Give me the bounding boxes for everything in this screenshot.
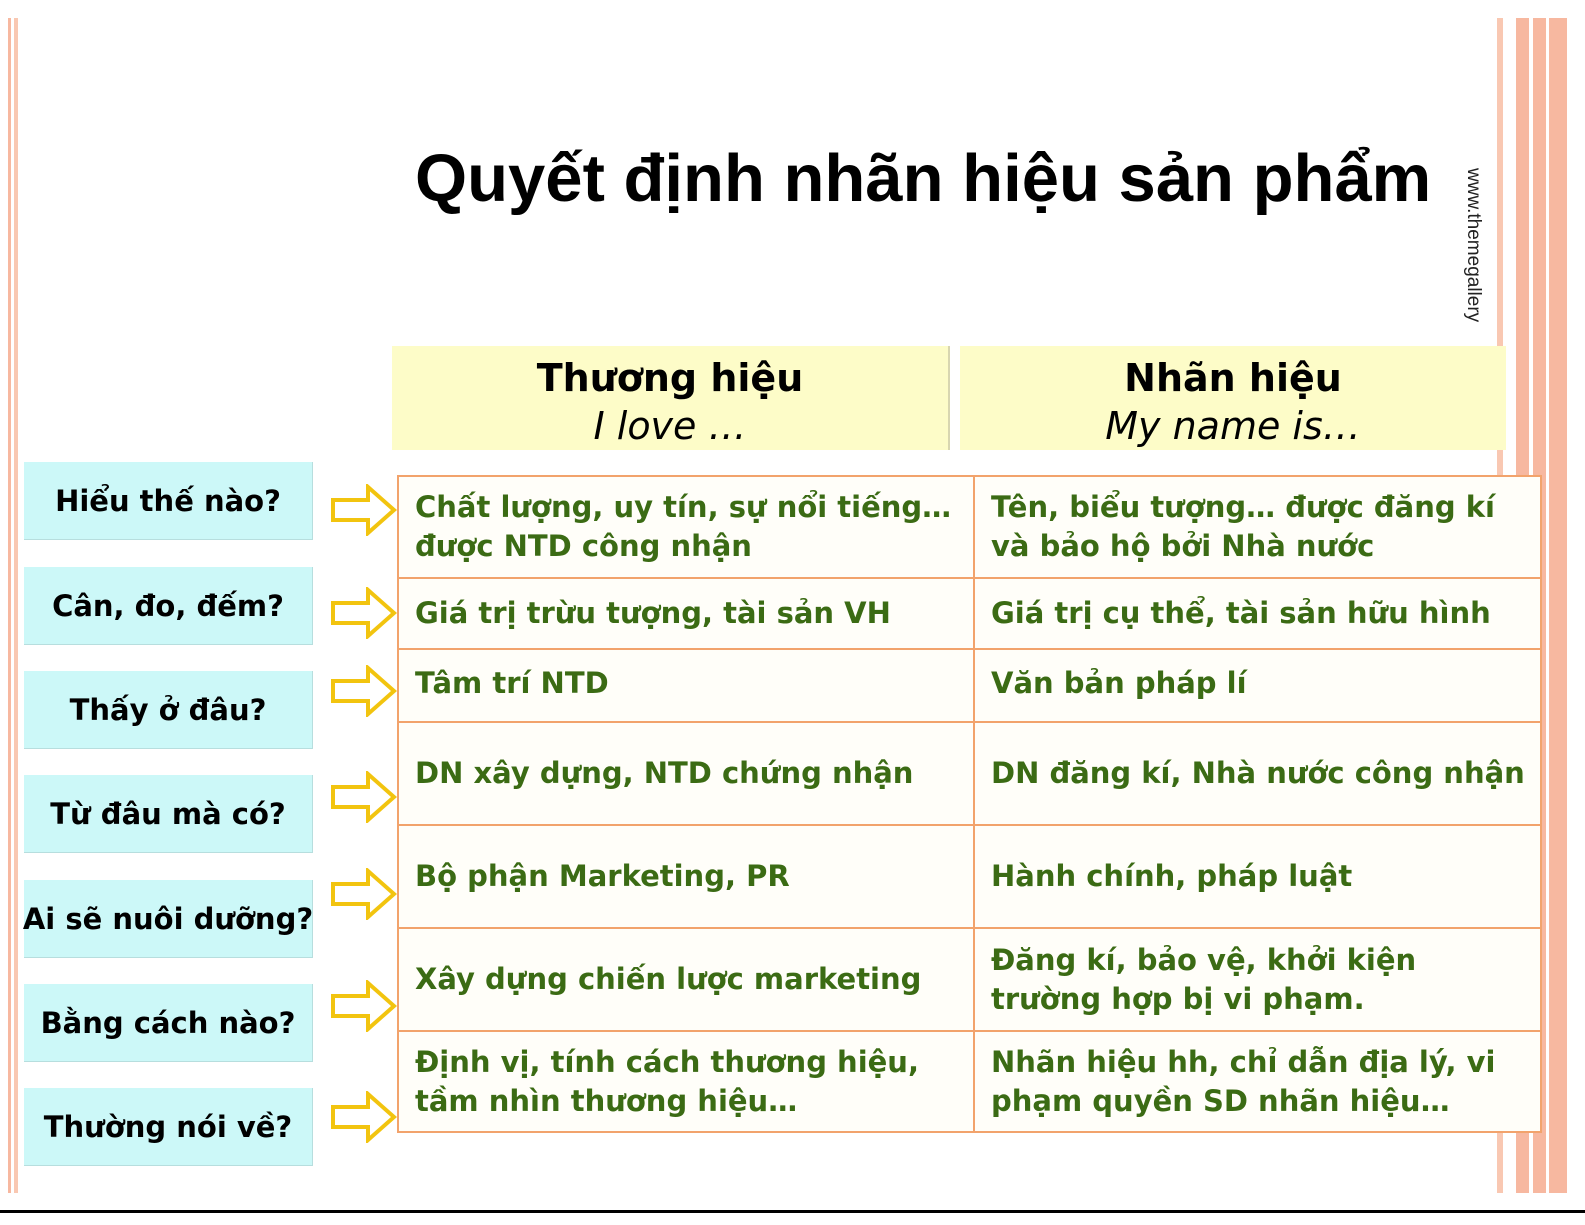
table-cell-left: Tâm trí NTD	[399, 650, 975, 723]
comparison-table	[397, 475, 1542, 1133]
question-box	[24, 671, 313, 749]
question-box	[24, 880, 313, 958]
question-label: Hiểu thế nào?	[55, 483, 281, 518]
column-header-thuong-hieu	[392, 346, 950, 450]
question-label: Thấy ở đâu?	[69, 692, 267, 727]
arrow-right-icon	[330, 868, 398, 920]
table-cell-right: Giá trị cụ thể, tài sản hữu hình	[975, 579, 1540, 650]
table-cell-right: Nhãn hiệu hh, chỉ dẫn địa lý, vi phạm quyền SD nhãn hiệu…	[991, 1044, 1496, 1118]
column-subheading: I love …	[593, 404, 747, 448]
table-cell-right: Văn bản pháp lí	[975, 650, 1540, 723]
page-title: Quyết định nhãn hiệu sản phẩm	[415, 141, 1432, 216]
column-heading: Thương hiệu	[536, 356, 804, 400]
column-header-nhan-hieu	[960, 346, 1506, 450]
watermark: www.themegallery	[1463, 168, 1484, 323]
right-stripe-4	[1549, 18, 1567, 1193]
column-heading: Nhãn hiệu	[1124, 356, 1342, 400]
table-cell-right: Đăng kí, bảo vệ, khởi kiện trường hợp bị vi phạm.	[975, 929, 1540, 1032]
arrow-right-icon	[330, 484, 398, 536]
table-cell-left: Xây dựng chiến lược marketing	[399, 929, 975, 1032]
question-box	[24, 984, 313, 1062]
question-label: Cân, đo, đếm?	[52, 588, 284, 623]
table-cell-left: Chất lượng, uy tín, sự nổi tiếng… được NTD công nhận	[399, 477, 975, 579]
left-stripe	[8, 18, 11, 1193]
question-label: Ai sẽ nuôi dưỡng?	[22, 901, 314, 936]
arrow-right-icon	[330, 1091, 398, 1143]
table-cell-right: Hành chính, pháp luật	[975, 826, 1540, 929]
question-box	[24, 775, 313, 853]
bottom-rule	[0, 1210, 1585, 1213]
question-label: Từ đâu mà có?	[50, 796, 286, 831]
question-box	[24, 567, 313, 645]
arrow-right-icon	[330, 587, 398, 639]
column-subheading: My name is…	[1105, 404, 1361, 448]
table-cell-left: Bộ phận Marketing, PR	[399, 826, 975, 929]
table-cell-left: Giá trị trừu tượng, tài sản VH	[399, 579, 975, 650]
question-box	[24, 462, 313, 540]
table-cell-right: DN đăng kí, Nhà nước công nhận	[975, 723, 1540, 826]
table-cell-left: DN xây dựng, NTD chứng nhận	[399, 723, 975, 826]
left-stripe-2	[14, 18, 18, 1193]
table-cell-right: Tên, biểu tượng… được đăng kí và bảo hộ bởi Nhà nước	[975, 477, 1540, 579]
question-label: Thường nói về?	[43, 1109, 293, 1144]
arrow-right-icon	[330, 980, 398, 1032]
arrow-right-icon	[330, 665, 398, 717]
arrow-right-icon	[330, 771, 398, 823]
question-box	[24, 1088, 313, 1166]
table-cell-left: Định vị, tính cách thương hiệu, tầm nhìn thương hiệu…	[399, 1032, 975, 1131]
question-label: Bằng cách nào?	[40, 1005, 296, 1040]
